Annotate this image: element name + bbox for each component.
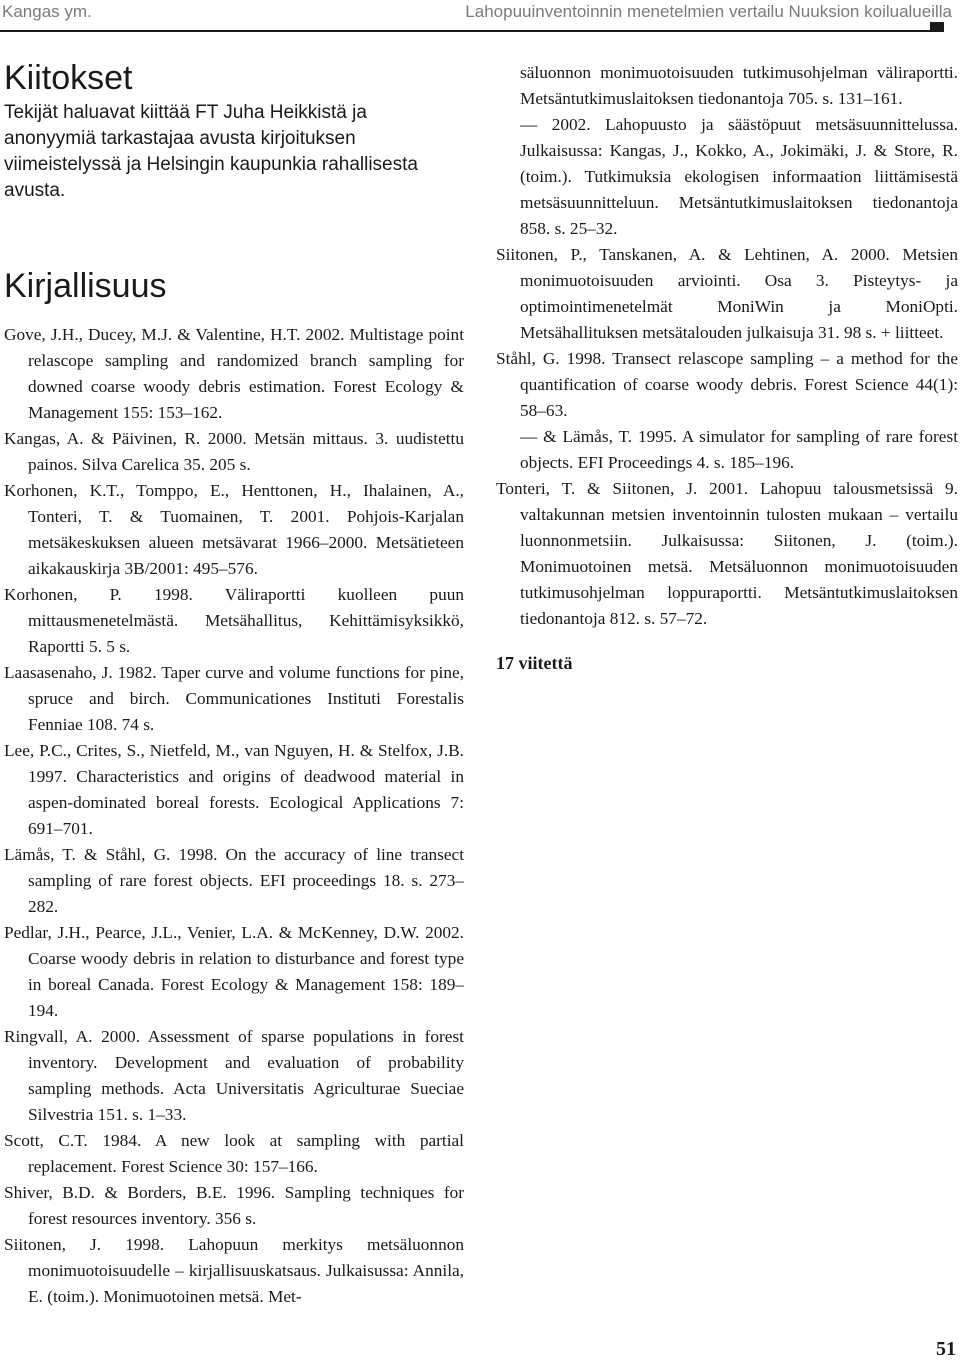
page-number: 51 <box>936 1338 956 1360</box>
right-column <box>496 60 958 676</box>
running-header <box>0 0 960 40</box>
reference-item: Tonteri, T. & Siitonen, J. 2001. Lahopuu talousmetsissä 9. valtakunnan metsien inventoinnin tulosten mukaan – vertailu luonnonmetsiin. Julkaisussa: Siitonen, J. (toim.). Monimuotoinen metsä. Metsäluonnon monimuotoisuuden tutkimusohjelman loppuraportti. Metsäntutkimuslaitoksen tiedonantoja 812. s. 57–72. <box>496 479 958 628</box>
reference-item: — 2002. Lahopuusto ja säästöpuut metsäsuunnittelussa. Julkaisussa: Kangas, J., Kokko, A., Jokimäki, J. & Store, R. (toim.). Tutkimuksia ekologisen informaation liittämisestä metsäsuunnitteluun. Metsäntutkimuslaitoksen tiedonantoja 858. s. 25–32. <box>520 115 958 238</box>
reference-item: Shiver, B.D. & Borders, B.E. 1996. Sampling techniques for forest resources inventory. 356 s. <box>4 1183 464 1228</box>
header-authors: Kangas ym. <box>2 2 92 21</box>
reference-item: Ringvall, A. 2000. Assessment of sparse populations in forest inventory. Development and evaluation of probability sampling methods. Acta Universitatis Agriculturae Sueciae Silvestria 151. s. 1–33. <box>4 1027 464 1124</box>
reference-item: Siitonen, P., Tanskanen, A. & Lehtinen, A. 2000. Metsien monimuotoisuuden arviointi. Osa 3. Pisteytys- ja optimointimenetelmät MoniWin ja MoniOpti. Metsähallituksen metsätalouden julkaisuja 31. 98 s. + liitteet. <box>496 245 958 342</box>
header-rule <box>0 30 944 32</box>
reference-item: Kangas, A. & Päivinen, R. 2000. Metsän mittaus. 3. uudistettu painos. Silva Carelica 35. 205 s. <box>4 429 464 474</box>
reference-item: Korhonen, P. 1998. Väliraportti kuolleen puun mittausmenetelmästä. Metsähallitus, Kehittämisyksikkö, Raportti 5. 5 s. <box>4 585 464 656</box>
reference-item: Lämås, T. & Ståhl, G. 1998. On the accuracy of line transect sampling of rare forest objects. EFI proceedings 18. s. 273–282. <box>4 845 464 916</box>
reference-list-left <box>4 322 464 1310</box>
reference-continuation: säluonnon monimuotoisuuden tutkimusohjelman väliraportti. Metsäntutkimuslaitoksen tiedonantoja 705. s. 131–161. <box>520 63 958 108</box>
reference-item: Korhonen, K.T., Tomppo, E., Henttonen, H., Ihalainen, A., Tonteri, T. & Tuomainen, T. 2001. Pohjois-Karjalan metsäkeskuksen alueen metsävarat 1966–2000. Metsätieteen aikakauskirja 3B/2001: 495–576. <box>4 481 464 578</box>
reference-item: Pedlar, J.H., Pearce, J.L., Venier, L.A. & McKenney, D.W. 2002. Coarse woody debris in relation to disturbance and forest type in boreal Canada. Forest Ecology & Management 158: 189–194. <box>4 923 464 1020</box>
reference-item: Scott, C.T. 1984. A new look at sampling with partial replacement. Forest Science 30: 157–166. <box>4 1131 464 1176</box>
reference-item: Ståhl, G. 1998. Transect relascope sampling – a method for the quantification of coarse woody debris. Forest Science 44(1): 58–63. <box>496 349 958 420</box>
acknowledgements-heading: Kiitokset <box>4 59 133 97</box>
header-rule-block <box>930 22 944 32</box>
reference-item: Laasasenaho, J. 1982. Taper curve and volume functions for pine, spruce and birch. Communicationes Instituti Forestalis Fenniae 108. 74 s. <box>4 663 464 734</box>
reference-item: — & Lämås, T. 1995. A simulator for sampling of rare forest objects. EFI Proceedings 4. s. 185–196. <box>520 427 958 472</box>
reference-item: Gove, J.H., Ducey, M.J. & Valentine, H.T. 2002. Multistage point relascope sampling and randomized branch sampling for downed coarse woody debris estimation. Forest Ecology & Management 155: 153–162. <box>4 325 464 422</box>
left-column <box>4 58 464 1310</box>
header-title: Lahopuuinventoinnin menetelmien vertailu Nuuksion koilualueilla <box>465 2 952 21</box>
references-heading: Kirjallisuus <box>4 267 167 305</box>
acknowledgements-text: Tekijät haluavat kiittää FT Juha Heikkistä ja anonyymiä tarkastajaa avusta kirjoituksen viimeistelyssä ja Helsingin kaupunkia rahallisesta avusta. <box>4 102 418 201</box>
reference-item: Siitonen, J. 1998. Lahopuun merkitys metsäluonnon monimuotoisuudelle – kirjallisuuskatsaus. Julkaisussa: Annila, E. (toim.). Monimuotoinen metsä. Met- <box>4 1235 464 1306</box>
reference-count: 17 viitettä <box>496 653 573 673</box>
reference-item: Lee, P.C., Crites, S., Nietfeld, M., van Nguyen, H. & Stelfox, J.B. 1997. Characteristics and origins of deadwood material in aspen-dominated boreal forests. Ecological Applications 7: 691–701. <box>4 741 464 838</box>
